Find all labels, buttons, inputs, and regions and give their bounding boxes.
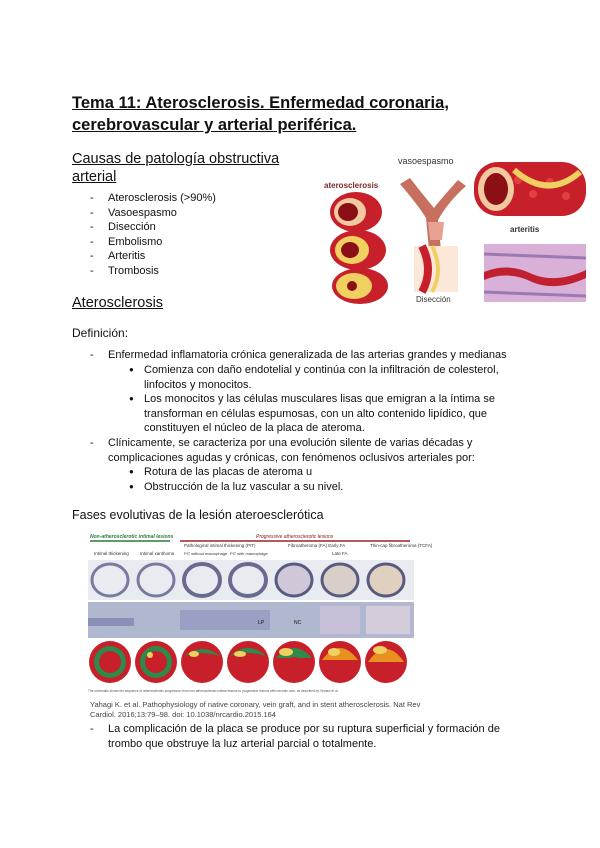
aterosclerosis-illustration (330, 192, 388, 304)
definition-sub-1: ● Comienza con daño endotelial y continúa con la infiltración de colesterol, linfocitos y monocitos. (144, 363, 499, 392)
definition-sub-2: ● Los monocitos y las células musculares lisas que emigran a la íntima se transforman en células espumosas, con un alto contenido lipídico, que constituyen el núcleo de la placa de ateroma. (144, 392, 495, 436)
dash-marker: - (90, 349, 94, 361)
aterosclerosis-heading: Aterosclerosis (72, 295, 164, 311)
artery-lumen-illustration (474, 162, 586, 216)
causas-heading: Causas de patología obstructiva arterial (72, 151, 280, 185)
nc-label: NC (294, 620, 302, 626)
definition-item-2-sub-1: ● Rotura de las placas de ateroma u (144, 465, 312, 480)
definicion-label: Definición: (72, 326, 129, 340)
lesion-progression-figure (80, 530, 433, 702)
fases-heading: Fases evolutivas de la lesión ateroesclerótica (72, 508, 324, 522)
page-title (72, 92, 472, 136)
arterial-pathology-figure (318, 150, 588, 310)
definition-item-2: - Clínicamente, se caracteriza por una evolución silente de varias décadas y complicaciones agudas y crónicas, con fenómenos oclusivos arteriales por: (90, 437, 475, 464)
closing-item: - La complicación de la placa se produce por su ruptura superficial y formación de trombo que obstruye la luz arterial parcial o totalmente. (90, 723, 500, 750)
diseccion-label: Disección (416, 295, 451, 304)
header-progressive: Progressive atherosclerotic lesions (256, 534, 334, 540)
col-intimal-thickening: Intimal thickening (94, 551, 129, 556)
col-late-fa: Late FA (332, 551, 348, 556)
aterosclerosis-label: aterosclerosis (324, 181, 379, 190)
definition-item-1: - Enfermedad inflamatoria crónica generalizada de las arterias grandes y medianas (90, 349, 507, 361)
figure-legend-text: The schematic shows the sequence of atherosclerotic progression from non-atherosclerotic intimal lesions to progressive lesions with necrotic core, as described by Virmani et al. (88, 689, 339, 693)
title-line-1: Tema 11: Aterosclerosis. Enfermedad coronaria, (72, 94, 449, 112)
figure-reference: Yahagi K. et al. Pathophysiology of native coronary, vein graft, and in stent atherosclerosis. Nat Rev Cardiol. 2016;13:79–98. doi: 10.1038/nrcardio.2015.164 (90, 700, 421, 719)
col-pit-without: PIT without macrophage (184, 551, 228, 556)
dash-marker: - (90, 723, 94, 735)
definition-item-2-sub-2: ● Obstrucción de la luz vascular a su nivel. (144, 480, 343, 495)
list-item: - Trombosis (108, 264, 216, 279)
lp-label: LP (258, 620, 265, 626)
vasoespasmo-label: vasoespasmo (398, 156, 454, 166)
list-item: - Vasoespasmo (108, 206, 216, 221)
list-item: - Embolismo (108, 235, 216, 250)
causas-list (108, 191, 216, 279)
header-non-atherosclerotic: Non-atherosclerotic intimal lesions (90, 534, 174, 540)
title-line-2: cerebrovascular y arterial periférica. (72, 116, 357, 134)
list-item: - Aterosclerosis (>90%) (108, 191, 216, 206)
col-tcfa: Thin-cap fibroatheroma (TCFA) (370, 543, 433, 548)
col-fibroatheroma: Fibroatheroma (FA) Early FA (288, 543, 346, 548)
arteritis-histology (484, 244, 586, 302)
col-pit: Pathological intimal thickening (PIT) (184, 543, 256, 548)
col-intimal-xanthoma: Intimal xanthoma (140, 551, 175, 556)
schematic-row (89, 641, 407, 683)
arteritis-label: arteritis (510, 225, 540, 234)
list-item: - Disección (108, 220, 216, 235)
col-pit-with: PIT with macrophage (230, 551, 268, 556)
list-item: - Arteritis (108, 249, 216, 264)
histology-zoom-row (88, 602, 414, 638)
dash-marker: - (90, 437, 94, 449)
histology-rings-row (88, 560, 414, 600)
diseccion-illustration (414, 246, 458, 292)
